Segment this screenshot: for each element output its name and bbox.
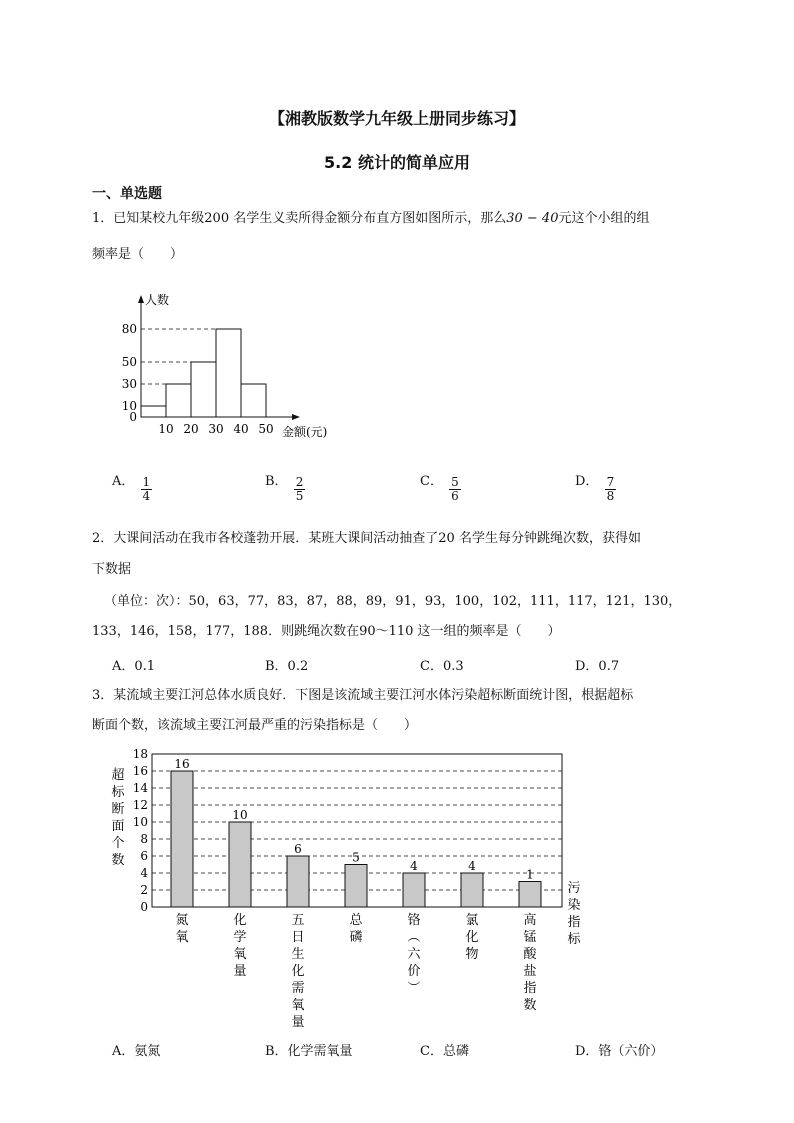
bar	[171, 771, 193, 907]
q2-option-c[interactable]: C．0.3	[420, 659, 464, 674]
bar-data-label: 1	[526, 867, 534, 882]
x-axis-label-char: 标	[567, 932, 581, 947]
q2-option-b[interactable]: B．0.2	[265, 659, 309, 674]
x-axis-label-char: 污	[567, 881, 581, 896]
category-label-char: 生	[291, 947, 305, 962]
question-1-line-1	[92, 209, 649, 229]
bar	[519, 882, 541, 908]
x-tick-label: 40	[233, 422, 249, 436]
x-tick-label: 50	[258, 422, 274, 436]
y-axis-label-char: 标	[111, 785, 125, 800]
numerator: 5	[451, 475, 459, 489]
y-tick-label: 6	[140, 849, 148, 863]
bar	[461, 873, 483, 907]
x-tick-label: 10	[158, 422, 174, 436]
category-label-char: 氧	[291, 998, 305, 1013]
category-label-char: 化	[291, 964, 305, 979]
category-label-char: 氧	[233, 947, 247, 962]
fraction	[294, 476, 306, 503]
category-label-char: 高	[523, 913, 537, 928]
y-tick-label: 14	[132, 781, 148, 795]
x-axis-label: 金额(元)	[282, 425, 328, 439]
y-axis-label: 人数	[145, 293, 170, 307]
category-label-char: 氯	[465, 913, 479, 928]
y-tick-label: 10	[132, 815, 148, 829]
option-label: B．	[265, 474, 288, 489]
y-tick-label: 4	[140, 866, 148, 880]
y-tick-label: 0	[129, 410, 137, 424]
page-subtitle: 5.2 统计的简单应用	[324, 153, 470, 172]
question-2-line-1: 2．大课间活动在我市各校蓬勃开展．某班大课间活动抽查了20 名学生每分钟跳绳次数，获得如	[92, 531, 641, 546]
category-label-char: 量	[291, 1015, 305, 1030]
denominator: 6	[451, 489, 459, 503]
category-label-char: 数	[523, 998, 537, 1013]
y-axis-label-char: 超	[111, 768, 125, 783]
y-tick-label: 50	[121, 355, 137, 369]
denominator: 8	[606, 489, 615, 503]
option-label: A．	[112, 474, 135, 489]
category-label-char: 化	[465, 930, 479, 945]
bar-data-label: 6	[294, 842, 302, 856]
bar	[403, 873, 425, 907]
category-label-char: 指	[523, 981, 537, 996]
bar-data-label: 4	[468, 859, 476, 873]
question-3-line-1: 3．某流域主要江河总体水质良好．下图是该流域主要江河水体污染超标断面统计图，根据超标	[92, 688, 634, 703]
y-tick-label: 10	[121, 399, 137, 413]
histogram-bar	[191, 362, 216, 417]
category-label-char: ）	[405, 980, 420, 994]
category-label-char: 铬	[407, 913, 421, 928]
fraction	[141, 476, 153, 503]
x-axis-arrow	[292, 414, 300, 420]
category-label-char: 锰	[523, 930, 537, 945]
y-tick-label: 30	[121, 377, 137, 391]
category-label-char: 酸	[523, 947, 537, 962]
y-tick-label: 2	[140, 883, 148, 897]
question-1-line-2: 频率是（ ）	[92, 247, 184, 262]
category-label-char: 价	[407, 964, 421, 979]
category-label-char: 磷	[349, 930, 363, 945]
y-tick-label: 0	[140, 900, 148, 914]
histogram-bar	[241, 384, 266, 417]
category-label-char: 总	[349, 913, 363, 928]
q2-option-d[interactable]: D．0.7	[575, 659, 620, 674]
x-axis-label-char: 指	[567, 915, 581, 930]
fraction	[449, 476, 461, 503]
question-2-line-3: （单位：次）：50，63，77，83，87，88，89，91，93，100，102，111，117，121，130，	[104, 594, 682, 609]
y-axis-label-char: 个	[111, 836, 125, 851]
category-label-char: 学	[233, 930, 247, 945]
question-2-line-4: 133，146，158，177，188．则跳绳次数在90～110 这一组的频率是（ ）	[92, 624, 561, 639]
category-label-char: 氮	[175, 913, 189, 928]
histogram-bar	[166, 384, 191, 417]
denominator: 4	[142, 489, 151, 503]
q1-option-a[interactable]	[112, 470, 152, 503]
q1-option-d[interactable]	[575, 470, 616, 503]
q3-option-d[interactable]: D．铬（六价）	[575, 1044, 664, 1059]
q1-option-b[interactable]	[265, 470, 305, 503]
x-tick-label: 30	[208, 422, 224, 436]
category-label-char: 六	[407, 947, 421, 962]
x-tick-label: 20	[183, 422, 199, 436]
category-label-char: 需	[291, 981, 305, 996]
category-label-char: 量	[233, 964, 247, 979]
y-axis-label-char: 面	[111, 819, 125, 834]
category-label-char: 化	[233, 913, 247, 928]
y-tick-label: 16	[132, 764, 148, 778]
q3-option-b[interactable]: B．化学需氧量	[265, 1044, 353, 1059]
q3-option-a[interactable]: A．氨氮	[112, 1044, 161, 1059]
pollution-bar-chart	[100, 745, 600, 1035]
bar	[345, 865, 367, 908]
numerator: 2	[295, 475, 304, 489]
histogram-bar	[216, 329, 241, 417]
histogram-bar	[141, 406, 166, 417]
category-label-char: 物	[465, 947, 479, 962]
category-label-char: （	[405, 929, 420, 943]
q3-option-c[interactable]: C．总磷	[420, 1044, 469, 1059]
q1-text-end: 元这个小组的组	[558, 211, 650, 226]
question-2-line-2: 下数据	[92, 562, 132, 577]
option-label: C．	[420, 474, 443, 489]
question-3-line-2: 断面个数，该流域主要江河最严重的污染指标是（ ）	[92, 718, 418, 733]
y-axis-arrow	[138, 295, 144, 303]
x-axis-label-char: 染	[567, 898, 581, 913]
denominator: 5	[295, 489, 304, 503]
option-label: D．	[575, 474, 599, 489]
y-axis-label-char: 断	[111, 802, 125, 817]
y-axis-label-char: 数	[111, 853, 125, 868]
q1-text: 1．已知某校九年级200 名学生义卖所得金额分布直方图如图所示，那么	[92, 211, 507, 226]
histogram-chart	[110, 290, 350, 450]
bar-data-label: 16	[174, 757, 190, 771]
y-tick-label: 18	[132, 747, 148, 761]
numerator: 1	[142, 475, 151, 489]
bar-data-label: 10	[232, 808, 248, 822]
category-label-char: 日	[291, 930, 305, 945]
numerator: 7	[606, 475, 615, 489]
q1-math: 30 − 40	[506, 211, 559, 226]
bar	[287, 856, 309, 907]
page-title: 【湘教版数学九年级上册同步练习】	[268, 109, 525, 128]
y-tick-label: 8	[140, 832, 148, 846]
bar-data-label: 4	[410, 859, 418, 873]
bar	[229, 822, 251, 907]
category-label-char: 氧	[175, 930, 189, 945]
category-label-char: 盐	[523, 964, 537, 979]
q1-option-c[interactable]	[420, 470, 461, 503]
q2-option-a[interactable]: A．0.1	[112, 659, 156, 674]
fraction	[605, 476, 617, 503]
bar-data-label: 5	[352, 850, 360, 865]
section-heading: 一、单选题	[92, 186, 162, 202]
y-tick-label: 12	[132, 798, 148, 812]
y-tick-label: 80	[121, 322, 137, 336]
category-label-char: 五	[291, 913, 305, 928]
